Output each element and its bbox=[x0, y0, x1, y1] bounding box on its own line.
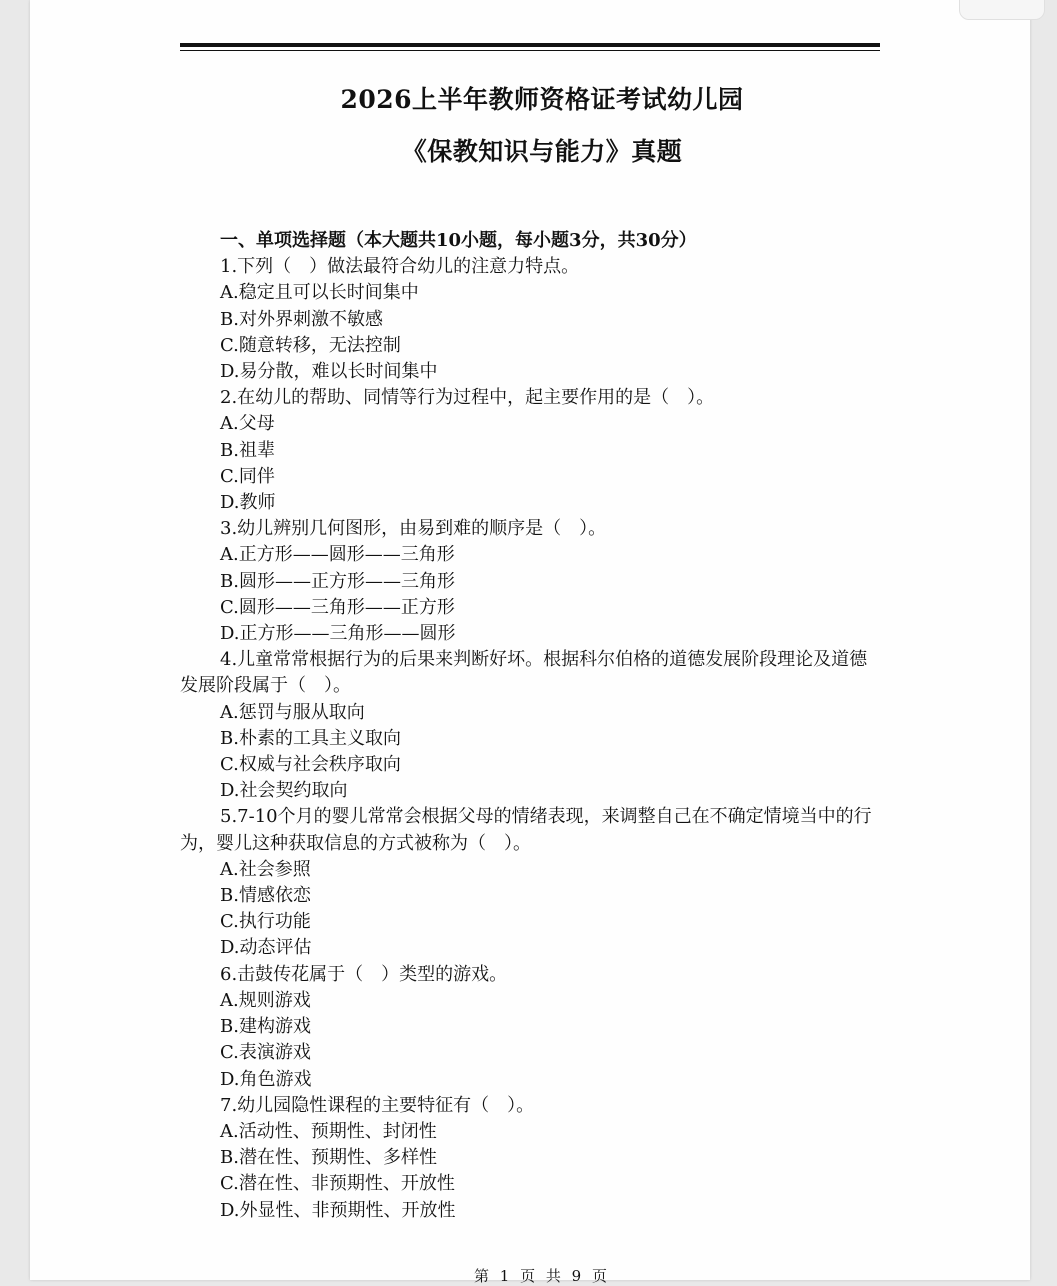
option: B.潜在性、预期性、多样性 bbox=[220, 1147, 437, 1169]
option: D.社会契约取向 bbox=[220, 780, 348, 802]
option: B.圆形——正方形——三角形 bbox=[220, 570, 455, 592]
question-stem: 1.下列（ ）做法最符合幼儿的注意力特点。 bbox=[220, 256, 580, 278]
document-page bbox=[30, 0, 1030, 1285]
question-stem: 4.儿童常常根据行为的后果来判断好坏。根据科尔伯格的道德发展阶段理论及道德发展阶段属于（ ）。 bbox=[180, 649, 868, 697]
option: A.活动性、预期性、封闭性 bbox=[220, 1120, 437, 1142]
option: A.稳定且可以长时间集中 bbox=[220, 282, 419, 304]
option: B.建构游戏 bbox=[220, 1016, 311, 1038]
option: C.随意转移，无法控制 bbox=[220, 334, 401, 356]
option: A.惩罚与服从取向 bbox=[220, 701, 365, 723]
option: D.动态评估 bbox=[220, 937, 312, 959]
option: D.正方形——三角形——圆形 bbox=[220, 623, 456, 645]
option: D.教师 bbox=[220, 492, 276, 514]
option: C.圆形——三角形——正方形 bbox=[220, 596, 455, 618]
option: D.易分散，难以长时间集中 bbox=[220, 361, 438, 383]
question-stem: 7.幼儿园隐性课程的主要特征有（ ）。 bbox=[220, 1094, 535, 1116]
document-body bbox=[180, 228, 885, 1224]
option: B.情感依恋 bbox=[220, 885, 311, 907]
option: B.对外界刺激不敏感 bbox=[220, 308, 383, 330]
option: C.表演游戏 bbox=[220, 1042, 311, 1064]
question-stem: 6.击鼓传花属于（ ）类型的游戏。 bbox=[220, 963, 508, 985]
option: C.权威与社会秩序取向 bbox=[220, 754, 401, 776]
option: D.角色游戏 bbox=[220, 1068, 312, 1090]
option: B.朴素的工具主义取向 bbox=[220, 727, 401, 749]
document-subtitle: 《保教知识与能力》真题 bbox=[401, 137, 683, 166]
option: A.正方形——圆形——三角形 bbox=[220, 544, 455, 566]
page-footer: 第 1 页 共 9 页 bbox=[474, 1267, 610, 1285]
section-heading: 一、单项选择题（本大题共10小题，每小题3分，共30分） bbox=[220, 230, 697, 251]
option: C.潜在性、非预期性、开放性 bbox=[220, 1173, 455, 1195]
question-stem: 2.在幼儿的帮助、同情等行为过程中，起主要作用的是（ ）。 bbox=[220, 387, 715, 409]
corner-button[interactable] bbox=[959, 0, 1045, 20]
header-rule-thick bbox=[180, 43, 880, 47]
question-stem: 3.幼儿辨别几何图形，由易到难的顺序是（ ）。 bbox=[220, 518, 607, 540]
question-stem: 5.7-10个月的婴儿常常会根据父母的情绪表现，来调整自己在不确定情境当中的行为，婴儿这种获取信息的方式被称为（ ）。 bbox=[180, 806, 872, 854]
option: A.规则游戏 bbox=[220, 989, 311, 1011]
option: A.父母 bbox=[220, 413, 275, 435]
option: A.社会参照 bbox=[220, 858, 311, 880]
document-title: 2026上半年教师资格证考试幼儿园 bbox=[340, 85, 744, 114]
option: C.执行功能 bbox=[220, 911, 311, 933]
option: B.祖辈 bbox=[220, 439, 275, 461]
option: C.同伴 bbox=[220, 465, 275, 487]
option: D.外显性、非预期性、开放性 bbox=[220, 1199, 456, 1221]
header-rule-thin bbox=[180, 50, 880, 51]
